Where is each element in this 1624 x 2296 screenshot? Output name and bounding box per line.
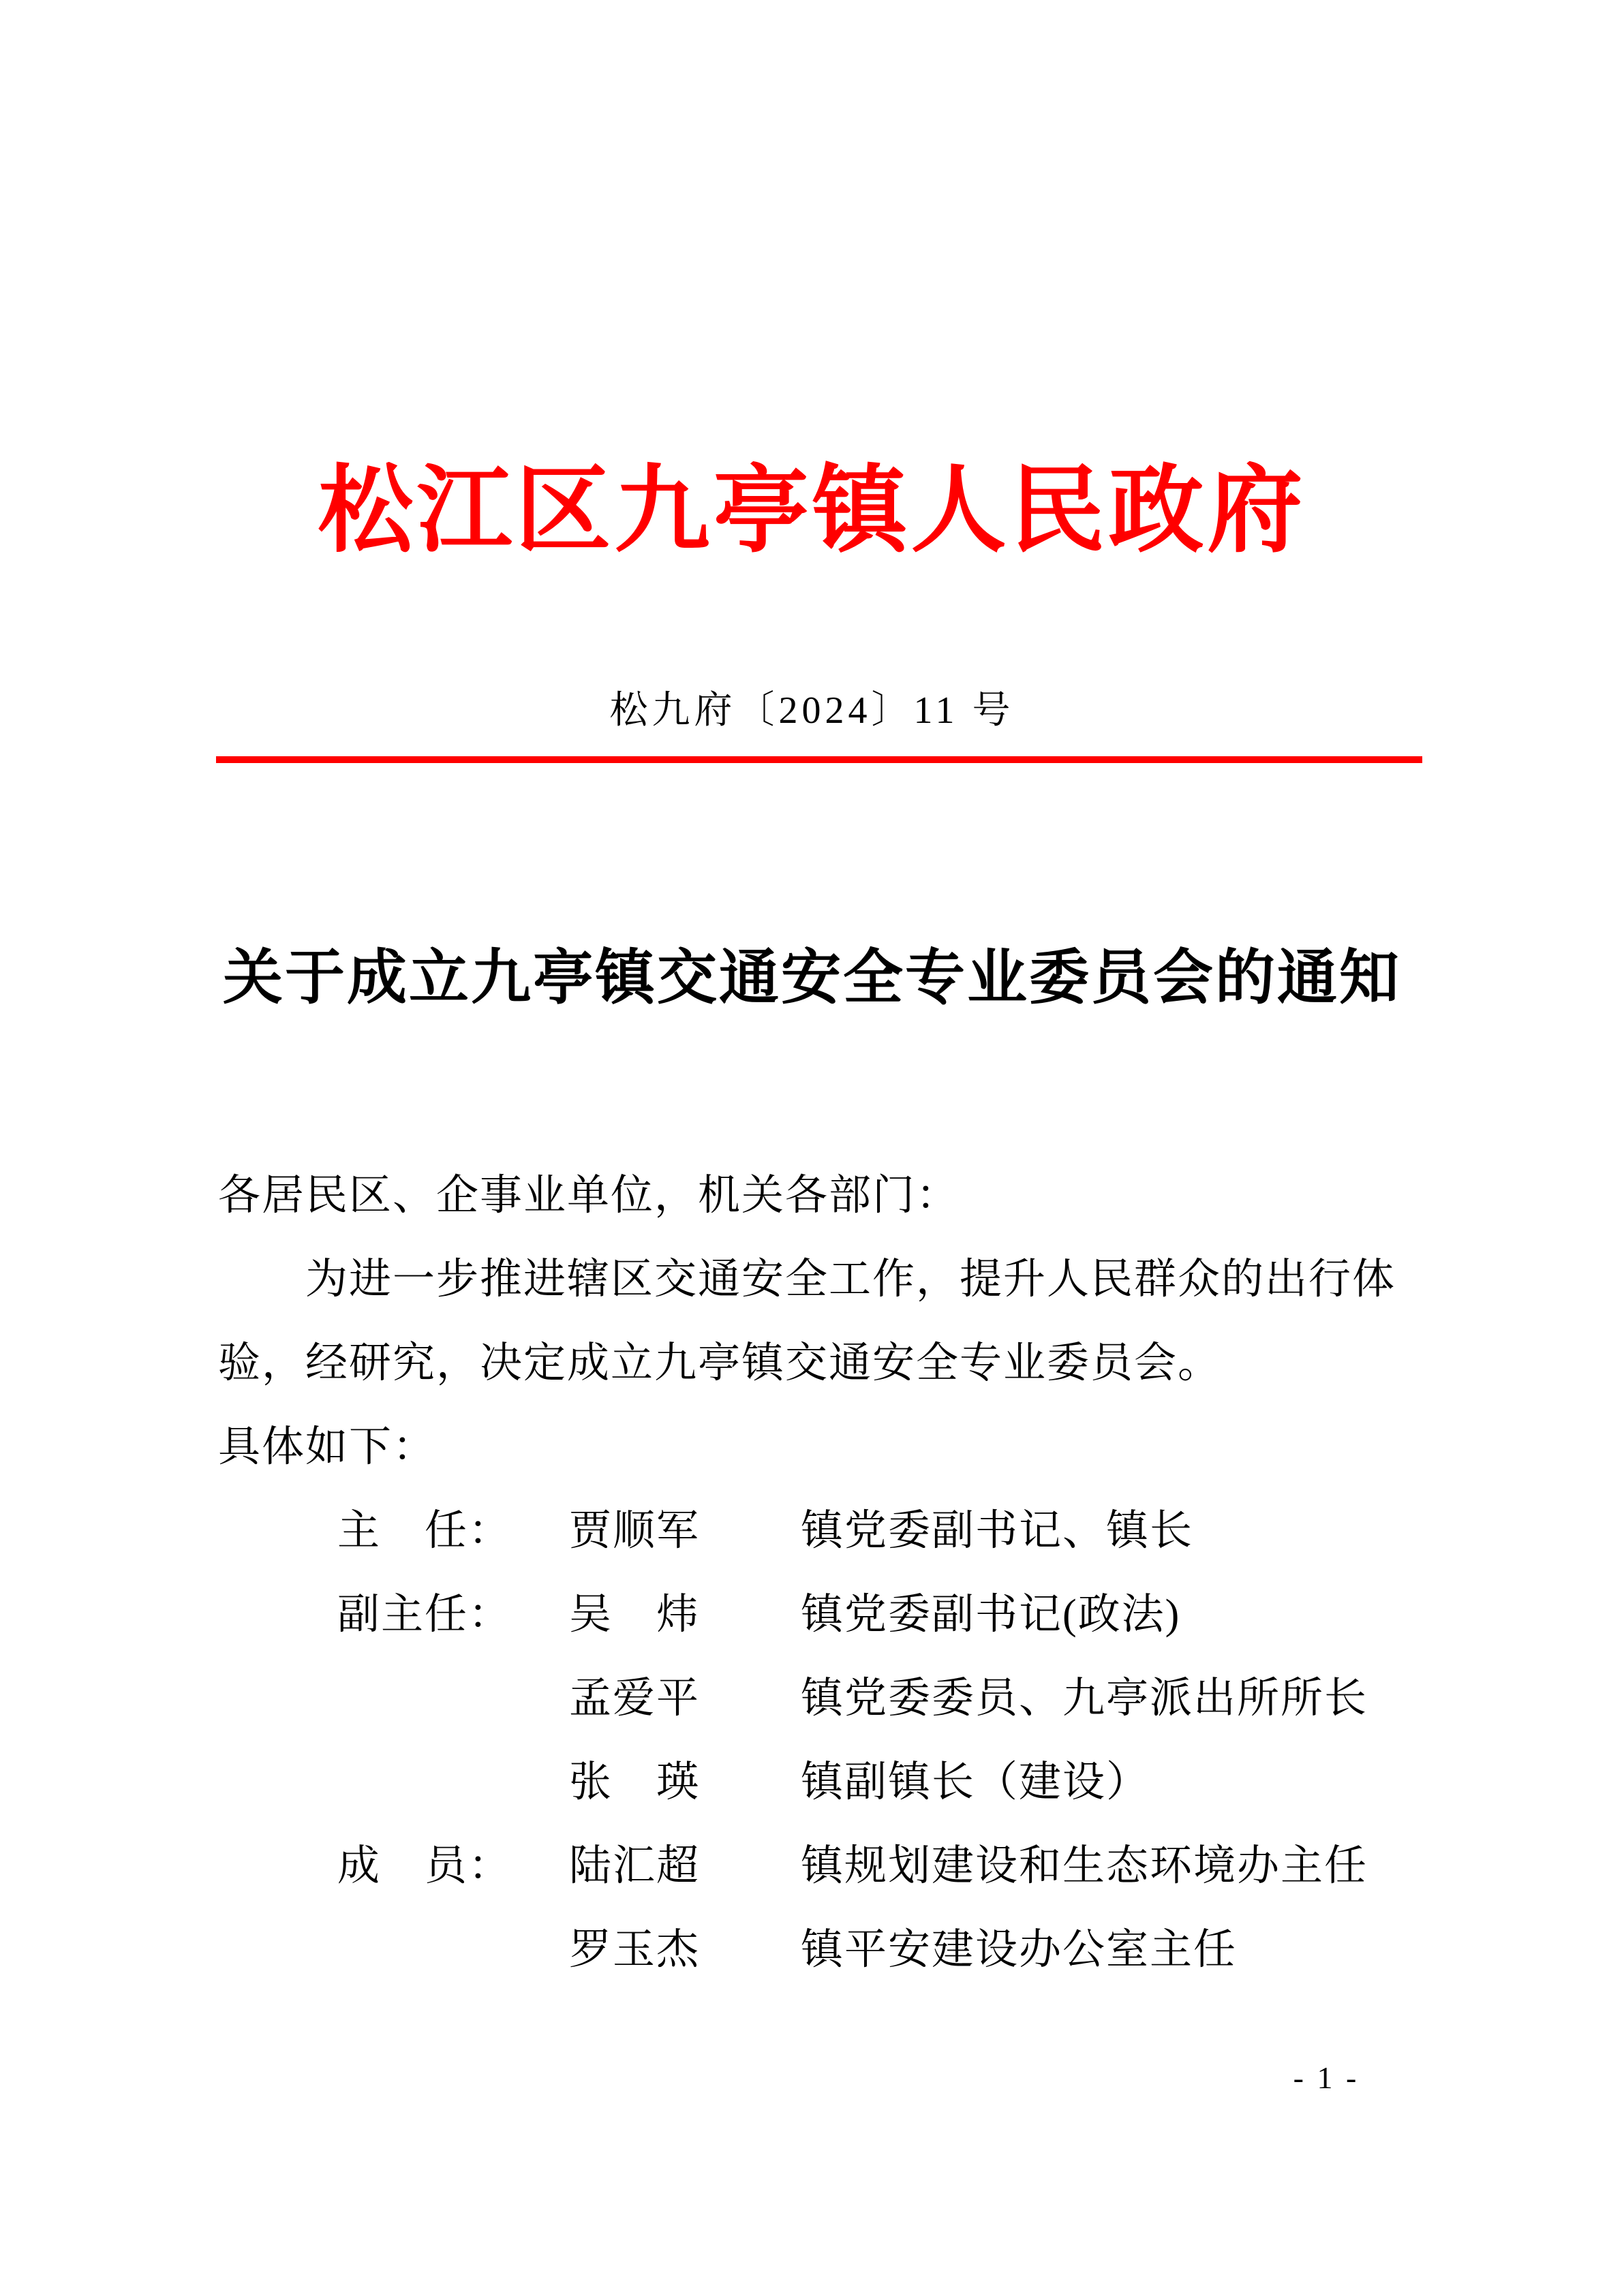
red-divider-line: [216, 756, 1422, 763]
roster-row: [218, 1489, 1407, 1573]
document-title: 关于成立九亭镇交通安全专业委员会的通知: [222, 946, 1401, 1012]
roster-person-name: 罗玉杰: [569, 1927, 701, 1973]
document-body: [218, 1154, 1407, 1992]
page-number: - 1 -: [1293, 2060, 1360, 2095]
paragraph-line-1: 为进一步推进辖区交通安全工作，提升人民群众的出行体: [305, 1256, 1396, 1303]
roster-person-duty: 镇平安建设办公室主任: [801, 1927, 1238, 1973]
committee-roster: [218, 1489, 1407, 1992]
roster-person-duty: 镇副镇长（建设）: [801, 1759, 1150, 1805]
roster-role-label: 副主任：: [337, 1592, 512, 1638]
roster-row: [218, 1825, 1407, 1908]
roster-row: [218, 1908, 1407, 1992]
issuer-title: 松江区九亭镇人民政府: [318, 459, 1306, 564]
roster-person-name: 张 瑛: [569, 1759, 701, 1805]
roster-role-label: 成 员：: [337, 1843, 512, 1889]
roster-person-name: 吴 炜: [569, 1592, 701, 1638]
paragraph-line-3: 具体如下：: [218, 1424, 437, 1470]
document-number: 松九府〔2024〕11 号: [609, 689, 1015, 732]
roster-person-duty: 镇党委副书记、镇长: [801, 1508, 1194, 1554]
roster-row: [218, 1573, 1407, 1657]
roster-person-duty: 镇党委委员、九亭派出所所长: [801, 1675, 1368, 1722]
roster-role-label: 主 任：: [337, 1508, 512, 1554]
paragraph-line-2: 验，经研究，决定成立九亭镇交通安全专业委员会。: [218, 1340, 1222, 1386]
roster-person-name: 孟爱平: [569, 1675, 701, 1722]
roster-person-name: 贾顺军: [569, 1508, 701, 1554]
roster-person-duty: 镇党委副书记(政法): [801, 1592, 1181, 1638]
roster-row: [218, 1657, 1407, 1741]
roster-row: [218, 1741, 1407, 1825]
roster-person-duty: 镇规划建设和生态环境办主任: [801, 1843, 1368, 1889]
salutation-line: 各居民区、企事业单位，机关各部门：: [218, 1173, 960, 1219]
roster-person-name: 陆汇超: [569, 1843, 701, 1889]
